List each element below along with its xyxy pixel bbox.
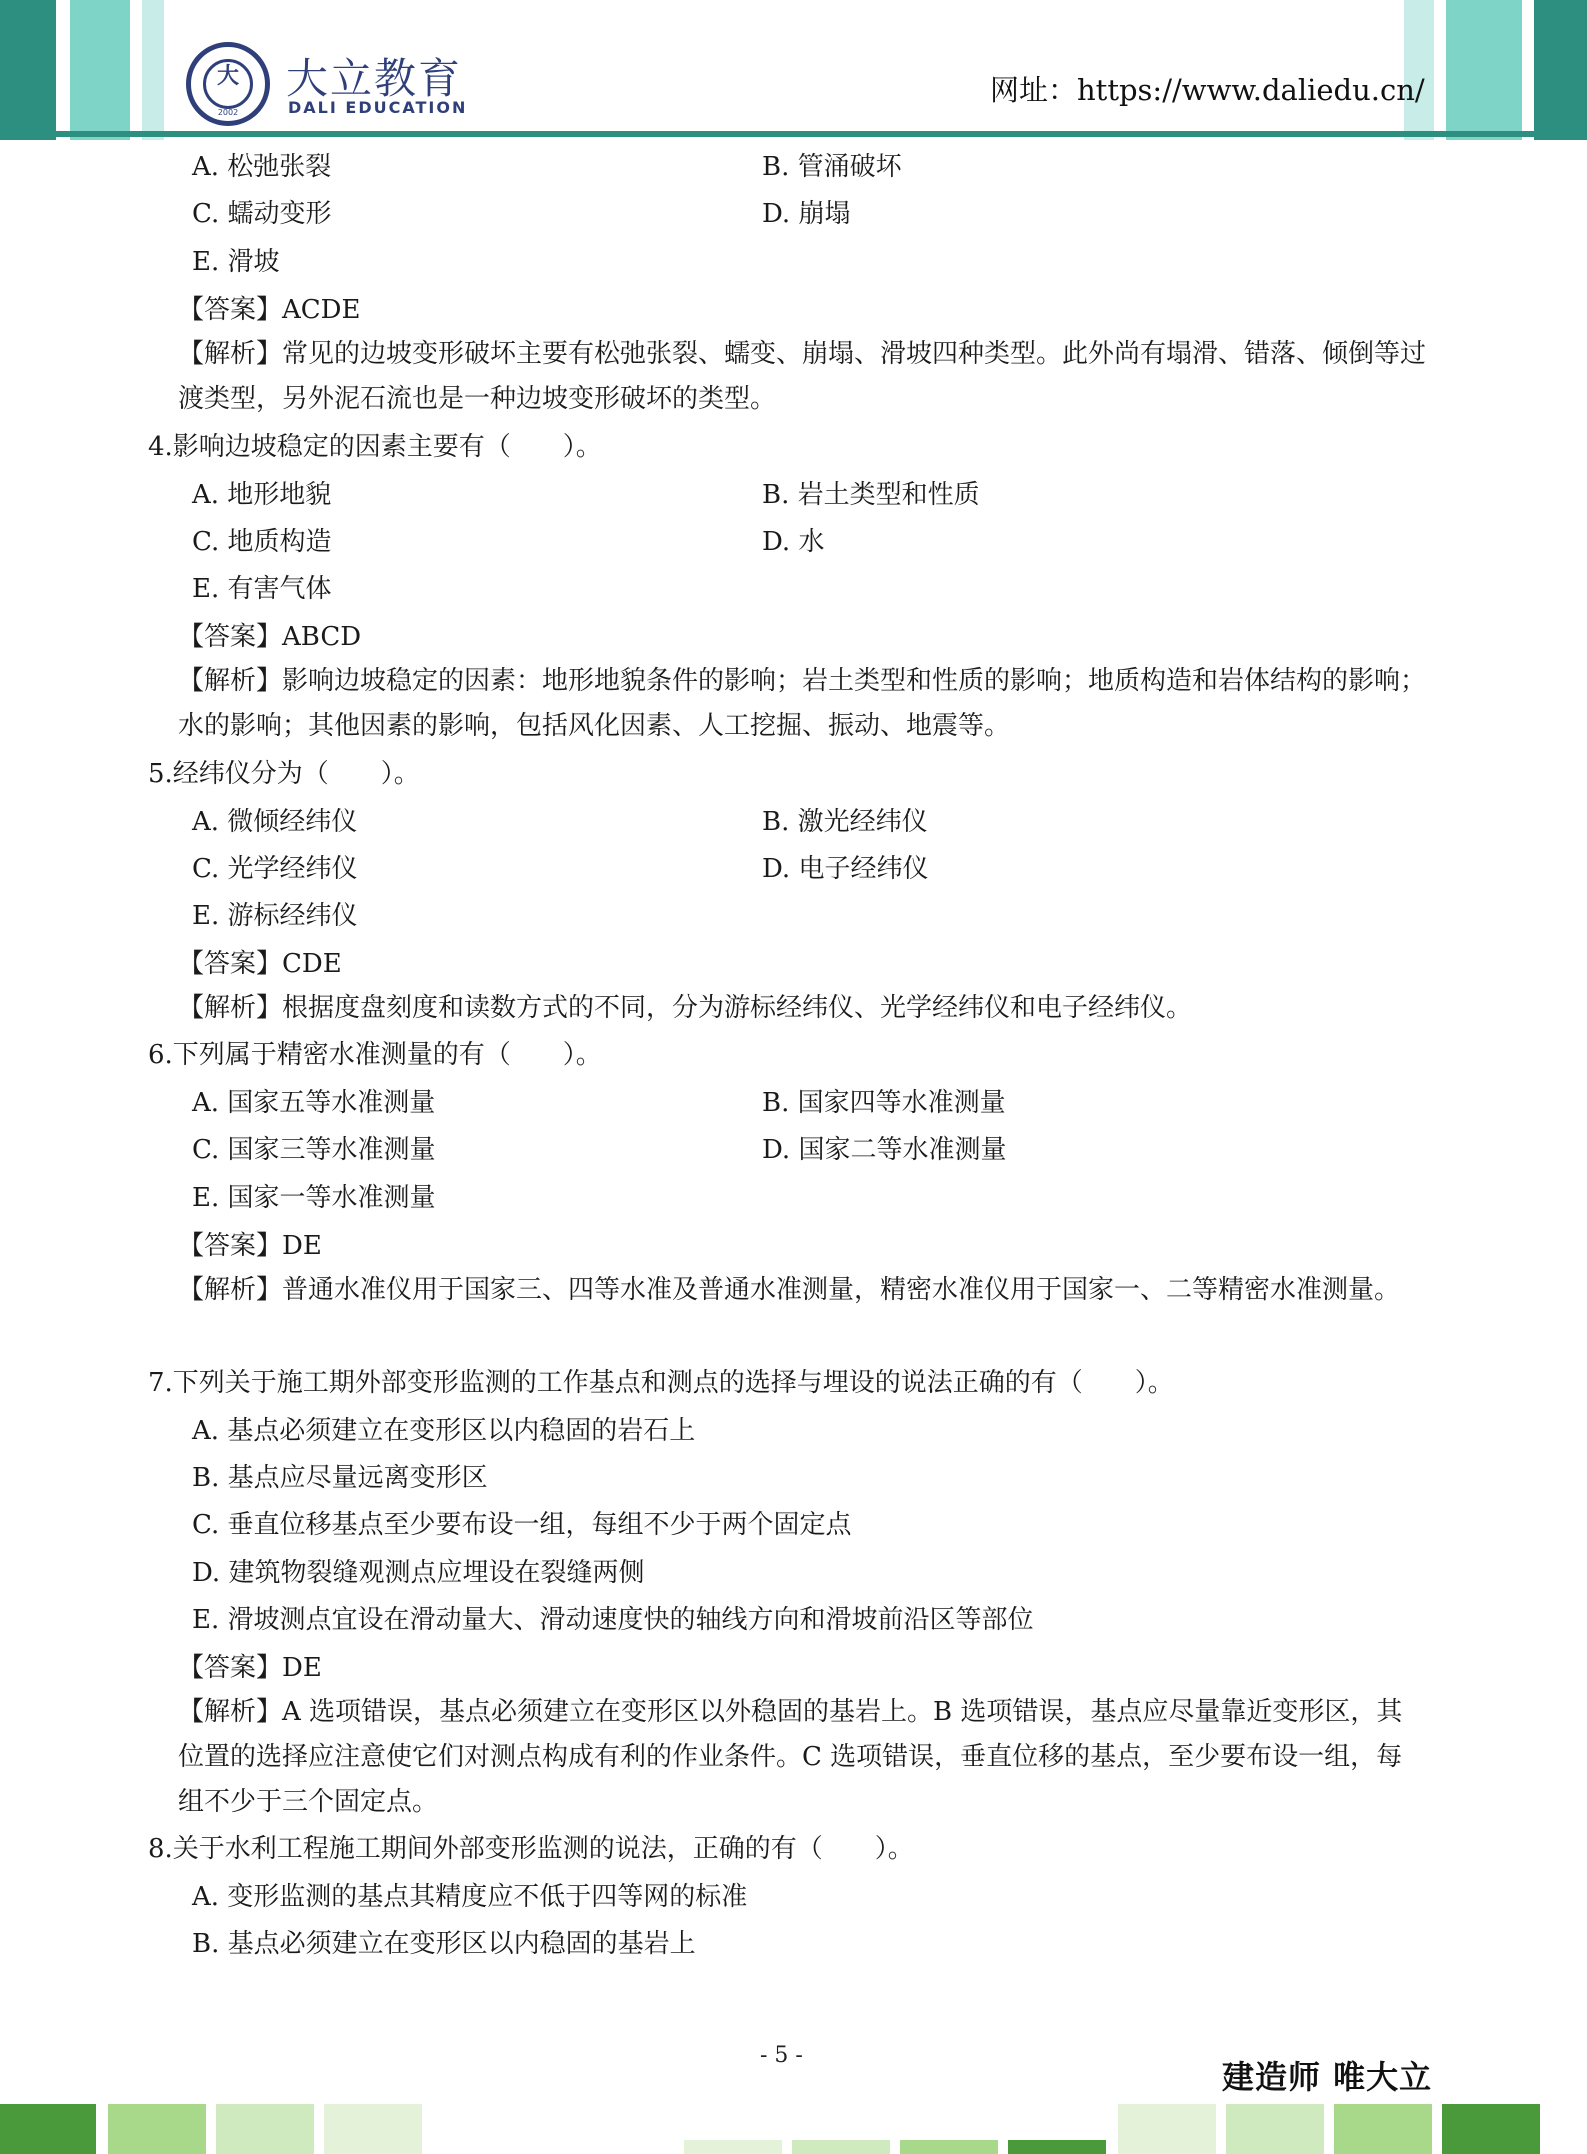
q8-option-a: A. 变形监测的基点其精度应不低于四等网的标准 [192, 1882, 748, 1912]
q5-explanation: 【解析】根据度盘刻度和读数方式的不同，分为游标经纬仪、光学经纬仪和电子经纬仪。 [178, 993, 1193, 1023]
q3-option-c: C. 蠕动变形 [192, 199, 332, 229]
q7-option-d: D. 建筑物裂缝观测点应埋设在裂缝两侧 [192, 1558, 645, 1588]
q4-question: 4.影响边坡稳定的因素主要有（ ）。 [148, 432, 602, 462]
q6-option-e: E. 国家一等水准测量 [192, 1183, 436, 1213]
q6-option-d: D. 国家二等水准测量 [762, 1135, 1007, 1165]
q4-option-c: C. 地质构造 [192, 527, 332, 557]
footer-bar-5 [684, 2140, 782, 2154]
q5-option-d: D. 电子经纬仪 [762, 854, 929, 884]
q3-option-d: D. 崩塌 [762, 199, 851, 229]
footer-bar-8 [1008, 2140, 1106, 2154]
footer-bar-12 [1442, 2104, 1540, 2154]
header-bar-teal-light [142, 0, 164, 140]
page-number: - 5 - [760, 2043, 803, 2068]
q6-explanation: 【解析】普通水准仪用于国家三、四等水准及普通水准测量，精密水准仪用于国家一、二等精密水准测量。 [178, 1275, 1401, 1305]
footer-slogan: 建造师 唯大立 [1222, 2058, 1433, 2096]
q3-option-e: E. 滑坡 [192, 247, 280, 277]
header-bar-right-dark [1534, 0, 1587, 140]
q5-option-a: A. 微倾经纬仪 [192, 807, 358, 837]
q5-question: 5.经纬仪分为（ ）。 [148, 759, 420, 789]
header-bar-teal-mid [70, 0, 130, 140]
q3-option-b: B. 管涌破坏 [762, 152, 902, 182]
q4-explanation: 【解析】影响边坡稳定的因素：地形地貌条件的影响；岩土类型和性质的影响；地质构造和岩体结构的影响；水的影响；其他因素的影响，包括风化因素、人工挖掘、振动、地震等。 [178, 666, 1427, 741]
q6-option-c: C. 国家三等水准测量 [192, 1135, 436, 1165]
footer-bar-11 [1334, 2104, 1432, 2154]
q5-option-c: C. 光学经纬仪 [192, 854, 358, 884]
q6-answer: 【答案】DE [178, 1231, 322, 1261]
q4-option-d: D. 水 [762, 527, 825, 557]
footer-bar-1 [0, 2104, 96, 2154]
footer-bar-3 [216, 2104, 314, 2154]
q5-option-e: E. 游标经纬仪 [192, 901, 358, 931]
q6-question: 6.下列属于精密水准测量的有（ ）。 [148, 1040, 602, 1070]
header-bar-right-mid [1446, 0, 1522, 140]
q8-option-b: B. 基点必须建立在变形区以内稳固的基岩上 [192, 1929, 696, 1959]
q7-option-b: B. 基点应尽量远离变形区 [192, 1463, 488, 1493]
q4-option-b: B. 岩土类型和性质 [762, 480, 980, 510]
footer-bar-2 [108, 2104, 206, 2154]
q4-option-a: A. 地形地貌 [192, 480, 332, 510]
footer-bar-7 [900, 2140, 998, 2154]
q6-option-b: B. 国家四等水准测量 [762, 1088, 1006, 1118]
q5-option-b: B. 激光经纬仪 [762, 807, 928, 837]
q7-option-c: C. 垂直位移基点至少要布设一组，每组不少于两个固定点 [192, 1510, 852, 1540]
brand-name: 大立教育 [286, 54, 463, 103]
q7-question: 7.下列关于施工期外部变形监测的工作基点和测点的选择与埋设的说法正确的有（ ）。 [148, 1368, 1174, 1398]
footer-bar-4 [324, 2104, 422, 2154]
q8-question: 8.关于水利工程施工期间外部变形监测的说法，正确的有（ ）。 [148, 1834, 914, 1864]
q4-option-e: E. 有害气体 [192, 574, 332, 604]
brand-name-english: DALI EDUCATION [288, 98, 468, 117]
website-url[interactable]: 网址：https://www.daliedu.cn/ [990, 73, 1425, 107]
q7-option-a: A. 基点必须建立在变形区以内稳固的岩石上 [192, 1416, 696, 1446]
q3-option-a: A. 松弛张裂 [192, 152, 332, 182]
footer-bar-10 [1226, 2104, 1324, 2154]
q7-explanation: 【解析】A 选项错误，基点必须建立在变形区以外稳固的基岩上。B 选项错误，基点应尽量靠近变形区，其位置的选择应注意使它们对测点构成有利的作业条件。C 选项错误，垂直位移的基点，至少要布设一组，每组不少于三个固定点。 [178, 1697, 1403, 1817]
q6-option-a: A. 国家五等水准测量 [192, 1088, 436, 1118]
q5-answer: 【答案】CDE [178, 949, 342, 979]
q4-answer: 【答案】ABCD [178, 622, 362, 652]
q3-answer: 【答案】ACDE [178, 295, 361, 325]
footer-bar-9 [1118, 2104, 1216, 2154]
header-bar-teal-dark [0, 0, 56, 140]
footer-bar-6 [792, 2140, 890, 2154]
q7-option-e: E. 滑坡测点宜设在滑动量大、滑动速度快的轴线方向和滑坡前沿区等部位 [192, 1605, 1034, 1635]
header-divider [0, 131, 1587, 137]
q3-explanation: 【解析】常见的边坡变形破坏主要有松弛张裂、蠕变、崩塌、滑坡四种类型。此外尚有塌滑、错落、倾倒等过渡类型，另外泥石流也是一种边坡变形破坏的类型。 [178, 339, 1427, 414]
q7-answer: 【答案】DE [178, 1653, 322, 1683]
logo-icon: 大 2002 [186, 42, 270, 126]
